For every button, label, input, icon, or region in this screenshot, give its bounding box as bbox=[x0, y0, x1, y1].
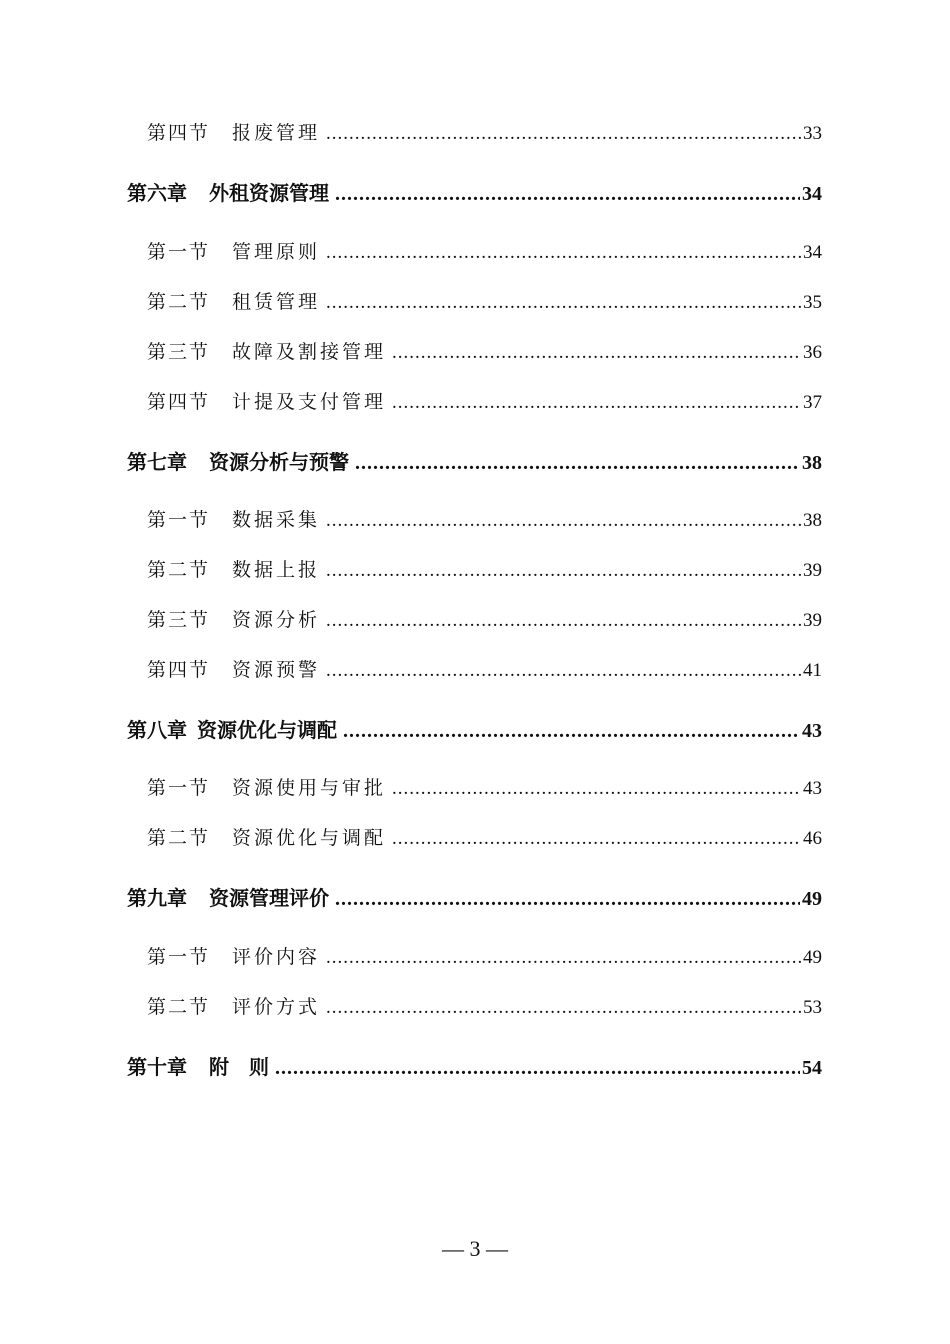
toc-entry-title: 报废管理 bbox=[232, 122, 321, 144]
toc-entry-title: 数据采集 bbox=[232, 509, 321, 531]
toc-entry-title: 数据上报 bbox=[232, 559, 321, 581]
toc-entry-page: 49 bbox=[803, 947, 822, 968]
toc-entry-section[interactable] bbox=[147, 655, 822, 682]
toc-entry-page: 34 bbox=[802, 183, 822, 205]
toc-entry-title: 外租资源管理 bbox=[209, 181, 329, 205]
toc-entry-number: 第二节 bbox=[147, 291, 211, 313]
toc-leader-dots bbox=[392, 392, 801, 414]
toc-entry-number: 第六章 bbox=[127, 181, 187, 205]
toc-entry-title: 计提及支付管理 bbox=[232, 391, 387, 413]
toc-entry-page: 34 bbox=[803, 242, 822, 263]
toc-leader-dots bbox=[335, 183, 800, 206]
toc-entry-page: 39 bbox=[803, 610, 822, 631]
toc-entry-page: 38 bbox=[802, 452, 822, 474]
toc-entry-title: 资源优化与调配 bbox=[197, 718, 337, 742]
toc-leader-dots bbox=[355, 452, 800, 475]
toc-entry-page: 37 bbox=[803, 392, 822, 413]
toc-leader-dots bbox=[326, 510, 801, 532]
toc-entry-page: 46 bbox=[803, 828, 822, 849]
toc-entry-number: 第四节 bbox=[147, 122, 211, 144]
toc-entry-chapter[interactable] bbox=[127, 446, 822, 475]
toc-entry-number: 第二节 bbox=[147, 996, 211, 1018]
toc-entry-page: 54 bbox=[802, 1057, 822, 1079]
toc-entry-page: 36 bbox=[803, 342, 822, 363]
toc-leader-dots bbox=[326, 123, 801, 145]
page-number-footer: — 3 — bbox=[442, 1236, 508, 1261]
toc-entry-number: 第一节 bbox=[147, 509, 211, 531]
toc-entry-page: 53 bbox=[803, 997, 822, 1018]
toc-entry-page: 33 bbox=[803, 123, 822, 144]
toc-leader-dots bbox=[326, 660, 801, 682]
toc-leader-dots bbox=[326, 242, 801, 264]
toc-leader-dots bbox=[326, 947, 801, 969]
toc-entry-number: 第三节 bbox=[147, 341, 211, 363]
toc-leader-dots bbox=[392, 778, 801, 800]
toc-entry-section[interactable] bbox=[147, 237, 822, 264]
toc-entry-number: 第八章 bbox=[127, 718, 187, 742]
toc-entry-number: 第一节 bbox=[147, 241, 211, 263]
toc-entry-page: 43 bbox=[802, 720, 822, 742]
toc-entry-title: 资源预警 bbox=[232, 659, 321, 681]
toc-entry-title: 评价内容 bbox=[232, 946, 321, 968]
toc-entry-section[interactable] bbox=[147, 337, 822, 364]
toc-entry-number: 第三节 bbox=[147, 609, 211, 631]
toc-entry-title: 资源管理评价 bbox=[209, 886, 329, 910]
toc-entry-section[interactable] bbox=[147, 555, 822, 582]
toc-entry-title: 资源优化与调配 bbox=[232, 827, 387, 849]
toc-entry-chapter[interactable] bbox=[127, 882, 822, 911]
toc-entry-section[interactable] bbox=[147, 992, 822, 1019]
toc-entry-page: 35 bbox=[803, 292, 822, 313]
toc-entry-page: 38 bbox=[803, 510, 822, 531]
toc-leader-dots bbox=[326, 997, 801, 1019]
toc-entry-chapter[interactable] bbox=[127, 177, 822, 206]
toc-entry-section[interactable] bbox=[147, 387, 822, 414]
toc-leader-dots bbox=[392, 828, 801, 850]
toc-entry-title: 租赁管理 bbox=[232, 291, 321, 313]
toc-entry-section[interactable] bbox=[147, 773, 822, 800]
toc-entry-section[interactable] bbox=[147, 605, 822, 632]
toc-entry-page: 49 bbox=[802, 888, 822, 910]
toc-entry-chapter[interactable] bbox=[127, 714, 822, 743]
toc-entry-number: 第一节 bbox=[147, 777, 211, 799]
toc-entry-page: 43 bbox=[803, 778, 822, 799]
toc-entry-title: 资源使用与审批 bbox=[232, 777, 387, 799]
toc-entry-number: 第四节 bbox=[147, 391, 211, 413]
toc-entry-section[interactable] bbox=[147, 118, 822, 145]
toc-entry-number: 第九章 bbox=[127, 886, 187, 910]
toc-leader-dots bbox=[392, 342, 801, 364]
toc-entry-section[interactable] bbox=[147, 505, 822, 532]
toc-entry-number: 第七章 bbox=[127, 450, 187, 474]
toc-entry-chapter[interactable] bbox=[127, 1051, 822, 1080]
toc-entry-number: 第二节 bbox=[147, 827, 211, 849]
toc-entry-section[interactable] bbox=[147, 942, 822, 969]
toc-entry-title: 故障及割接管理 bbox=[232, 341, 387, 363]
toc-entry-page: 39 bbox=[803, 560, 822, 581]
toc-entry-title: 附 则 bbox=[209, 1055, 269, 1079]
toc-leader-dots bbox=[275, 1057, 800, 1080]
toc-entry-section[interactable] bbox=[147, 823, 822, 850]
toc-leader-dots bbox=[326, 292, 801, 314]
toc-entry-title: 资源分析与预警 bbox=[209, 450, 349, 474]
toc-leader-dots bbox=[326, 610, 801, 632]
toc-entry-title: 评价方式 bbox=[232, 996, 321, 1018]
toc-leader-dots bbox=[326, 560, 801, 582]
toc-entry-number: 第二节 bbox=[147, 559, 211, 581]
toc-entry-number: 第十章 bbox=[127, 1055, 187, 1079]
toc-entry-number: 第四节 bbox=[147, 659, 211, 681]
toc-entry-number: 第一节 bbox=[147, 946, 211, 968]
toc-entry-title: 资源分析 bbox=[232, 609, 321, 631]
toc-entry-title: 管理原则 bbox=[232, 241, 321, 263]
toc-entry-page: 41 bbox=[803, 660, 822, 681]
toc-entry-section[interactable] bbox=[147, 287, 822, 314]
toc-leader-dots bbox=[343, 720, 800, 743]
toc-leader-dots bbox=[335, 888, 800, 911]
